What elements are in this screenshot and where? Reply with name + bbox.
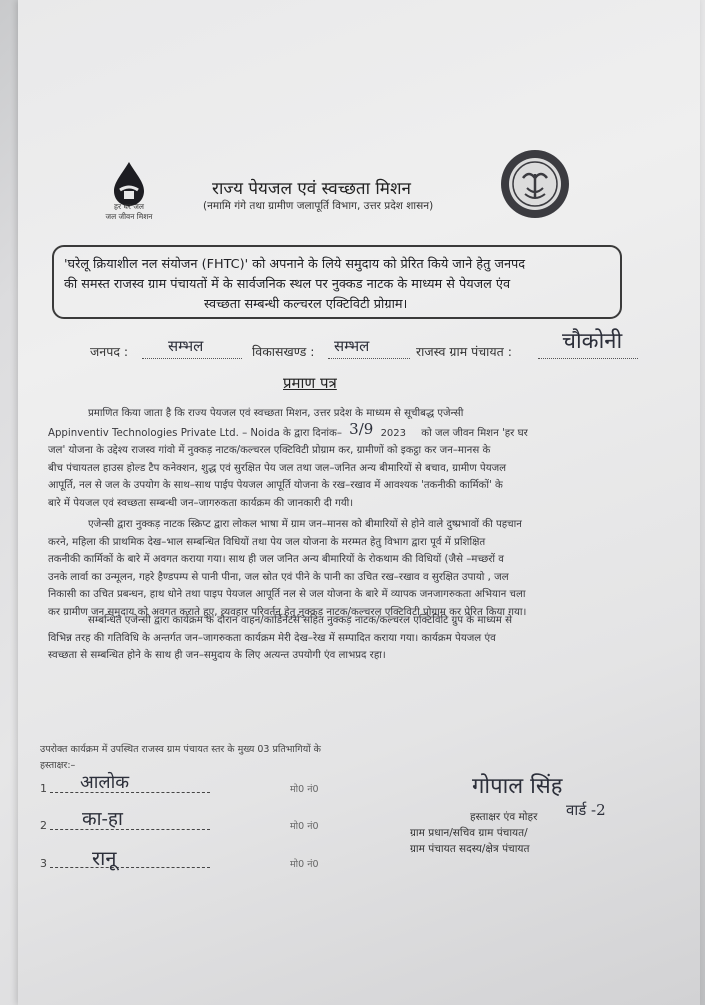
vikaskhand-label: विकासखण्ड : (252, 344, 315, 359)
para3-line-2: विभिन्न तरह की गतिविधि के अन्तर्गत जन–जागरुकता कार्यक्रम मेरी देख–रेख में सम्पादित कराया गया। कार्यक्रम पेयजल एंव (48, 632, 496, 644)
participant-line-2 (50, 829, 210, 830)
signatory-line-1: हस्ताक्षर एंव मोहर (470, 811, 538, 823)
para1-line-6: बारे में पेयजल एवं स्वच्छता सम्बन्धी जन–जागरुकता कार्यक्रम की जानकारी दी गयी। (48, 497, 354, 509)
signatory-line-3: ग्राम पंचायत सदस्य/क्षेत्र पंचायत (410, 843, 530, 855)
para3-line-1: सम्बन्धित एजेन्सी द्वारा कार्यक्रम के दौरान वाहन/कार्डिनेटर्स सहित नुक्कड़ नाटक/कल्चरल एक्टिविटि ग्रुप के माध्यम से (88, 615, 513, 626)
para1-line-4: बीच पंचायतल हाउस होल्ड टैप कनेक्शन, शुद्ध एवं सुरक्षित पेय जल तथा जल–जनित अन्य बीमारियों से बचाव, ग्रामीण पेयजल (48, 462, 507, 474)
program-title-box (52, 245, 622, 319)
participant-signature-3: रानू (92, 846, 117, 870)
participant-line-1 (50, 792, 210, 793)
program-date: 3/9 (349, 419, 374, 438)
participants-signatures-label: हस्ताक्षर:– (40, 760, 76, 771)
para1-line-5: आपूर्ति, नल से जल के उपयोग के साथ–साथ पाईप पेयजल आपूर्ति योजना के रख–रखाव में आवश्यक 'तकनीकी कार्मिकों' के (48, 480, 503, 491)
participant-row-1 (40, 782, 47, 795)
participant-mobile-2: मो0 नं0 (290, 821, 319, 832)
up-government-seal (499, 148, 571, 220)
jal-jeevan-mission-logo (100, 160, 158, 230)
para1-line-2-suffix: को जल जीवन मिशन 'हर घर (421, 427, 528, 439)
para2-line-3: तकनीकी कार्मिकों के बारे में अवगत कराया गया। साथ ही जल जनित अन्य बीमारियों के रोकथाम की विधियों (जैसे –मच्छरों व (48, 554, 504, 565)
para2-line-6: कर ग्रामीण जन समुदाय को अवगत कराते हुए, व्यवहार परिवर्तन हेतु नुक्कड़ नाटक/कल्चरल एक्टिविटी प्रोग्राम कर प्रेरित किया गया। (48, 606, 527, 618)
participant-row-3 (40, 857, 47, 870)
gram-panchayat-value: चौकोनी (562, 329, 623, 354)
para2-line-2: करने, महिला की प्राथमिक देख–भाल सम्बन्धित विधियों तथा पेय जल योजना के मरम्मत हेतु विभाग द्वारा पूर्व में प्रशिक्षित (48, 536, 486, 548)
participant-row-2 (40, 819, 47, 832)
participant-signature-2: का-हा (82, 808, 123, 830)
participant-number: 2 (40, 819, 47, 832)
participant-number: 1 (40, 782, 47, 795)
para1-line-1: प्रमाणित किया जाता है कि राज्य पेयजल एवं स्वच्छता मिशन, उत्तर प्रदेश के माध्यम से सूचीबद्ध एजेन्सी (88, 408, 464, 419)
participant-mobile-3: मो0 नं0 (290, 859, 319, 870)
certificate-title: प्रमाण पत्र (283, 374, 337, 392)
participant-mobile-1: मो0 नं0 (290, 784, 319, 795)
participant-signature-1: आलोक (80, 772, 130, 793)
participant-number: 3 (40, 857, 47, 870)
emblem-caption-1: हर घर जल (114, 202, 144, 211)
para2-line-4: उनके लार्वा का उन्मूलन, गहरे हैण्डपम्प से पानी पीना, जल स्रोत एवं पीने के पानी का उचित रख–रखाव व सुरक्षित उपायो , जल (48, 571, 509, 583)
janpad-value: सम्भल (168, 337, 204, 355)
authorized-signature: गोपाल सिंह (472, 774, 563, 799)
water-drop-icon (100, 160, 158, 208)
para1-line-3: जल' योजना के उद्देश्य राजस्व गांवो में नुक्कड़ नाटक/कल्चरल एक्टिविटी प्रोग्राम कर, ग्रामीणों को इकट्ठा कर जन–मानस के (48, 445, 491, 456)
program-date-year: 2023 (380, 427, 407, 439)
janpad-label: जनपद : (90, 344, 129, 359)
mission-title: राज्य पेयजल एवं स्वच्छता मिशन (212, 179, 411, 199)
mission-subtitle: (नमामि गंगे तथा ग्रामीण जलापूर्ति विभाग, उत्तर प्रदेश शासन) (203, 200, 434, 212)
paragraph-1 (48, 405, 528, 512)
banner-line-2: की समस्त राजस्व ग्राम पंचायतों में के सार्वजनिक स्थल पर नुक्कड नाटक के माध्यम से पेयजल एंव (64, 277, 511, 292)
seal-emblem-icon (499, 148, 571, 220)
ward-number: वार्ड -2 (566, 801, 606, 819)
banner-line-3: स्वच्छता सम्बन्धी कल्चरल एक्टिविटी प्रोग्राम। (204, 297, 408, 312)
participant-line-3 (50, 867, 210, 868)
vikaskhand-value: सम्भल (334, 337, 370, 355)
para1-line-2: Appinventiv Technologies Private Ltd. – Noida के द्वारा दिनांक– (48, 427, 342, 439)
banner-line-1: 'घरेलू क्रियाशील नल संयोजन (FHTC)' को अपनाने के लिये समुदाय को प्रेरित किये जाने हेतु जनपद (64, 257, 526, 272)
paragraph-2 (48, 516, 526, 621)
signatory-line-2: ग्राम प्रधान/सचिव ग्राम पंचायत/ (410, 827, 528, 839)
para3-line-3: स्वच्छता से सम्बन्धित होने के साथ ही जन–समुदाय के लिए अत्यन्त उपयोगी एंव लाभप्रद रहा। (48, 650, 386, 661)
participants-intro: उपरोक्त कार्यक्रम में उपस्थित राजस्व ग्राम पंचायत स्तर के मुख्य 03 प्रतिभागियों के (40, 744, 321, 755)
para2-line-5: निकासी का उचित प्रबन्धन, हाथ धोने तथा पाइप पेयजल आपूर्ति नल से जल योजना के बारे में व्यापक जनजागरुकता अभियान चला (48, 589, 526, 600)
emblem-caption-2: जल जीवन मिशन (105, 212, 153, 221)
para2-line-1: एजेन्सी द्वारा नुक्कड़ नाटक स्क्रिप्ट द्वारा लोकल भाषा में ग्राम जन–मानस को बीमारियों से होने वाले दुष्प्रभावों की पहचान (88, 519, 522, 530)
paragraph-3 (48, 612, 512, 665)
gram-panchayat-label: राजस्व ग्राम पंचायत : (416, 344, 512, 359)
